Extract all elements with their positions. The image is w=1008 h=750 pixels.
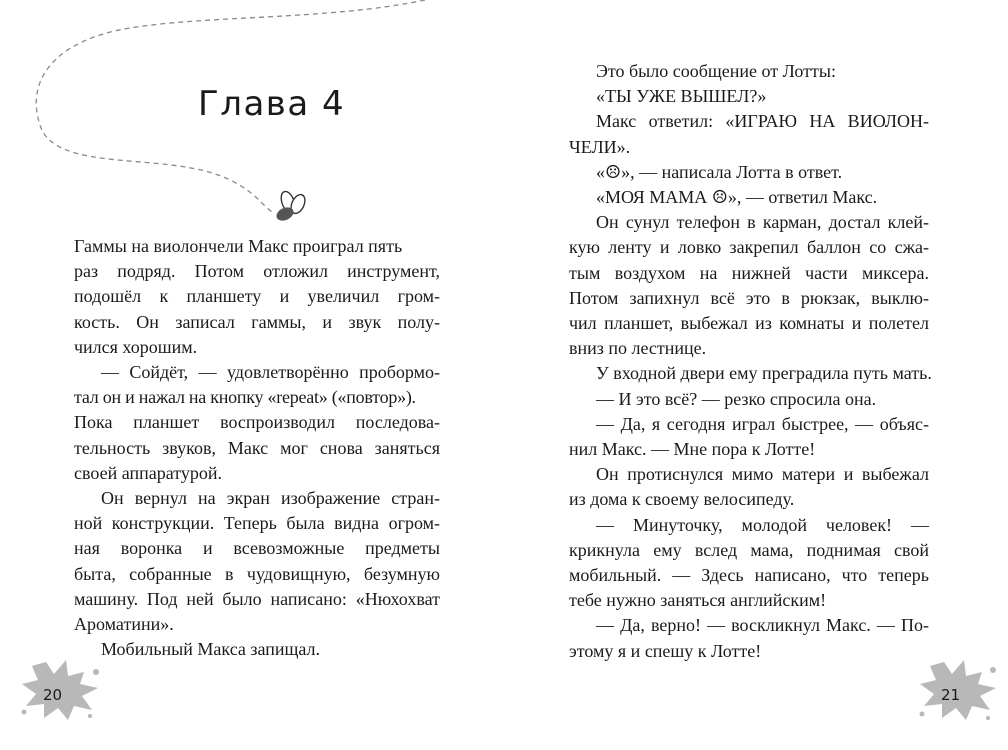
text-line: мобильный. — Здесь написано, что теперь xyxy=(569,565,929,586)
paragraph xyxy=(569,361,932,386)
paragraph xyxy=(569,109,929,159)
text-line: — Минуточку, молодой человек! — xyxy=(596,514,929,535)
text-line: крикнула ему вслед мама, поднимая свой xyxy=(569,539,929,560)
text-line: машину. Под ней было написано: «Нюхохват xyxy=(74,588,440,609)
paragraph xyxy=(569,513,929,614)
paragraph xyxy=(74,486,440,637)
paragraph xyxy=(569,160,929,185)
text-line: — И это всё? — резко спросила она. xyxy=(596,388,877,409)
text-line: Гаммы на виолончели Макс проиграл пять xyxy=(74,236,403,256)
chapter-title: Глава 4 xyxy=(198,84,346,124)
text-line: тым воздухом на нижней части миксера. xyxy=(569,262,929,283)
right-page-text xyxy=(569,59,932,664)
text-line: ной конструкции. Теперь была видна огром- xyxy=(74,513,440,534)
text-line: «ТЫ УЖЕ ВЫШЕЛ?» xyxy=(596,86,767,107)
text-line: ная воронка и всевозможные предметы xyxy=(74,538,440,559)
text-line: быта, собранные в чудовищную, безумную xyxy=(74,563,440,584)
paragraph xyxy=(74,360,440,486)
text-line: — Да, я сегодня играл быстрее, — объяс- xyxy=(596,413,929,434)
text-line: Ароматини». xyxy=(74,614,174,635)
paragraph xyxy=(74,234,440,360)
text-line: — Сойдёт, — удовлетворённо пробормо- xyxy=(101,362,440,383)
text-line: Мобильный Макса запищал. xyxy=(101,639,321,660)
text-line: Он протиснулся мимо матери и выбежал xyxy=(596,464,929,485)
paragraph xyxy=(74,637,440,662)
text-line: Потом запихнул всё это в рюкзак, выклю- xyxy=(569,287,929,308)
text-line: этому я и спешу к Лотте! xyxy=(569,640,762,661)
text-line: подошёл к планшету и увеличил гром- xyxy=(74,286,440,307)
text-line: раз подряд. Потом отложил инструмент, xyxy=(74,261,440,282)
paragraph xyxy=(569,185,929,210)
text-line: Он вернул на экран изображение стран- xyxy=(101,488,440,509)
text-line: тельность звуков, Макс мог снова заняться xyxy=(74,437,440,458)
paragraph xyxy=(569,613,929,663)
text-line: кую ленту и ловко закрепил баллон со сжа- xyxy=(569,237,929,258)
page-number-right: 21 xyxy=(941,686,961,704)
paragraph xyxy=(569,462,929,512)
text-line: кость. Он записал гаммы, и звук полу- xyxy=(74,311,440,332)
text-line: — Да, верно! — воскликнул Макс. — По- xyxy=(596,615,929,636)
text-line: «МОЯ МАМА ☹», — ответил Макс. xyxy=(596,187,878,208)
paragraph xyxy=(569,412,929,462)
text-line: Он сунул телефон в карман, достал клей- xyxy=(596,212,929,233)
text-line: чился хорошим. xyxy=(74,336,198,357)
text-line: из дома к своему велосипеду. xyxy=(569,489,795,510)
text-line: Это было сообщение от Лотты: xyxy=(596,61,836,81)
left-page-text xyxy=(74,234,440,662)
paragraph xyxy=(569,59,929,109)
text-line: чил планшет, выбежал из комнаты и полетел xyxy=(569,313,929,334)
text-line: У входной двери ему преградила путь мать. xyxy=(596,363,932,384)
text-line: своей аппаратурой. xyxy=(74,462,222,483)
page-number-left: 20 xyxy=(43,686,63,704)
text-line: вниз по лестнице. xyxy=(569,338,707,359)
text-line: нил Макс. — Мне пора к Лотте! xyxy=(569,439,816,460)
text-line: «☹», — написала Лотта в ответ. xyxy=(596,161,843,182)
text-line: ЧЕЛИ». xyxy=(569,136,631,157)
text-line: Пока планшет воспроизводил последова- xyxy=(74,412,440,433)
text-line: тебе нужно заняться английским! xyxy=(569,590,827,611)
text-line: тал он и нажал на кнопку «repeat» («повтор»). xyxy=(74,387,416,408)
paragraph xyxy=(569,210,929,361)
paragraph xyxy=(569,387,929,412)
text-line: Макс ответил: «ИГРАЮ НА ВИОЛОН- xyxy=(596,111,929,132)
fly-icon xyxy=(274,190,307,224)
